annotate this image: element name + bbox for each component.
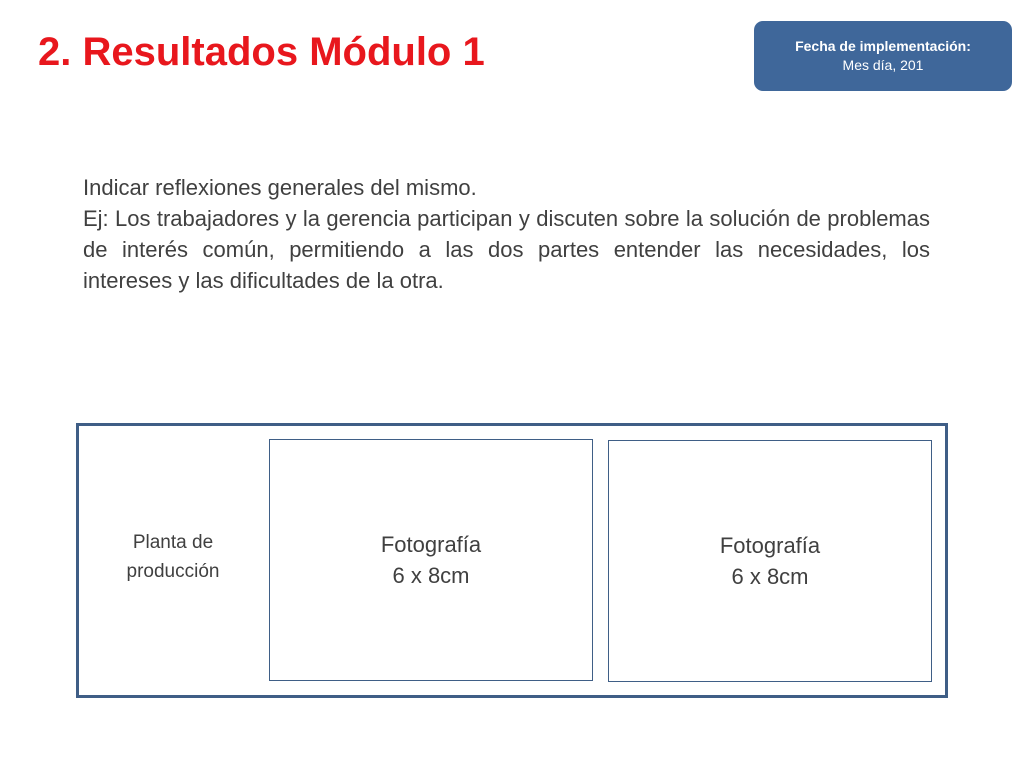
body-text <box>83 172 930 296</box>
date-badge-label: Fecha de implementación: <box>795 38 971 54</box>
implementation-date-badge <box>754 21 1012 91</box>
photo-placeholder-2 <box>608 440 932 682</box>
plant-label-line1: Planta de <box>132 532 214 553</box>
slide-title: 2. Resultados Módulo 1 <box>38 30 485 74</box>
plant-label-line2: producción <box>126 561 220 582</box>
plant-label <box>98 528 248 586</box>
photo-placeholder-label: Fotografía <box>380 532 482 557</box>
photo-placeholder-label: Fotografía <box>719 533 821 558</box>
body-intro-line: Indicar reflexiones generales del mismo. <box>83 175 477 200</box>
photo-placeholder-size: 6 x 8cm <box>392 563 470 588</box>
date-badge-value: Mes día, 201 <box>842 57 924 73</box>
body-example-paragraph: Ej: Los trabajadores y la gerencia participan y discuten sobre la solución de problemas de interés común, permitiendo a las dos partes entender las necesidades, los intereses y las dificultades de la otra. <box>83 206 930 293</box>
photo-placeholder-size: 6 x 8cm <box>731 564 809 589</box>
photo-placeholder-1 <box>269 439 593 681</box>
